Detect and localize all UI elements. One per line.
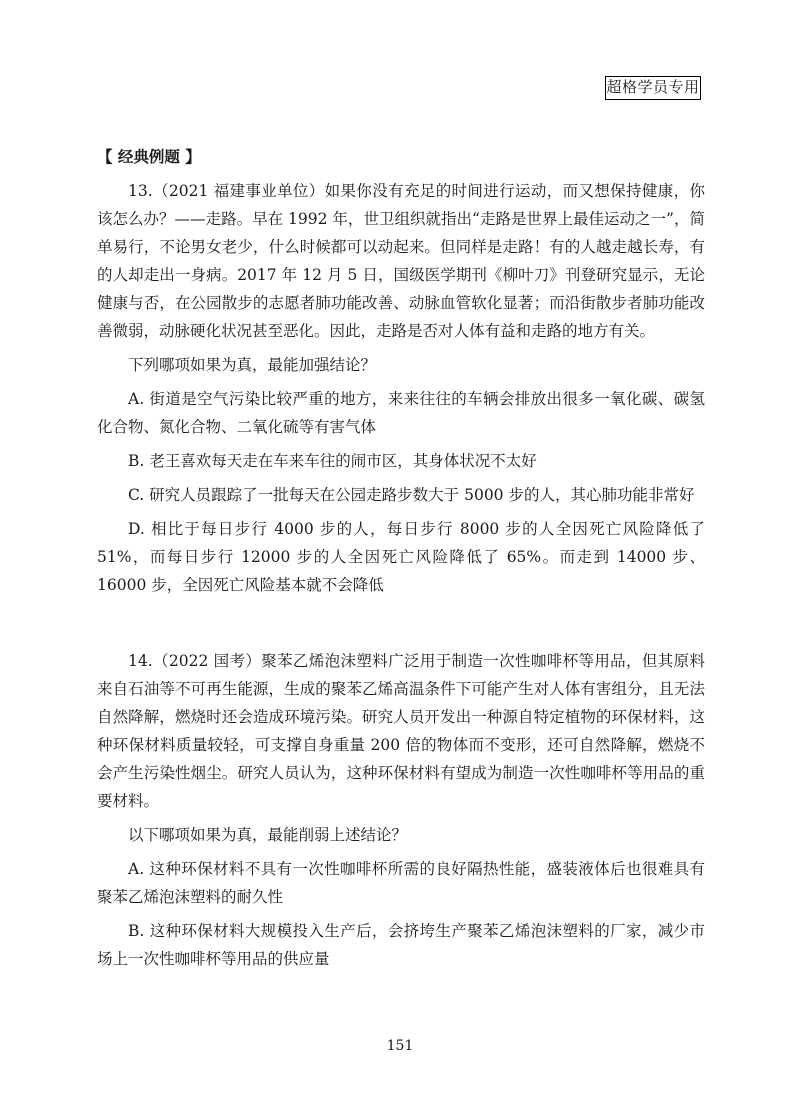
document-body xyxy=(97,143,705,979)
question-13-stem: 13.（2021 福建事业单位）如果你没有充足的时间进行运动，而又想保持健康，你该怎么办？——走路。早在 1992 年，世卫组织就指出“走路是世界上最佳运动之一”，简单易行，不论男女老少，什么时候都可以动起来。但同样是走路！有的人越走越长寿，有的人却走出一身病。2017 年 12 月 5 日，国级医学期刊《柳叶刀》刊登研究显示，无论健康与否，在公园散步的志愿者肺功能改善、动脉血管软化显著；而沿街散步者肺功能改善微弱，动脉硬化状况甚至恶化。因此，走路是否对人体有益和走路的地方有关。 xyxy=(97,182,705,340)
question-13-option-b: B. 老王喜欢每天走在车来车往的闹市区，其身体状况不太好 xyxy=(128,452,537,470)
question-spacer xyxy=(97,605,705,647)
question-13-option-c: C. 研究人员跟踪了一批每天在公园走路步数大于 5000 步的人，其心肺功能非常好 xyxy=(128,486,695,504)
page-number: 151 xyxy=(386,1038,414,1054)
question-13-option-d: D. 相比于每日步行 4000 步的人，每日步行 8000 步的人全因死亡风险降低了 51%，而每日步行 12000 步的人全因死亡风险降低了 65%。而走到 14000 步、16000 步，全因死亡风险基本就不会降低 xyxy=(97,520,705,594)
question-14-prompt: 以下哪项如果为真，最能削弱上述结论？ xyxy=(128,826,408,844)
section-title: 【 经典例题 】 xyxy=(97,147,201,166)
question-13-prompt: 下列哪项如果为真，最能加强结论？ xyxy=(128,356,377,374)
student-only-badge: 超格学员专用 xyxy=(605,76,701,100)
question-14-option-b: B. 这种环保材料大规模投入生产后，会挤垮生产聚苯乙烯泡沫塑料的厂家，减少市场上一次性咖啡杯等用品的供应量 xyxy=(97,922,705,968)
question-14-stem: 14.（2022 国考）聚苯乙烯泡沫塑料广泛用于制造一次性咖啡杯等用品，但其原料来自石油等不可再生能源，生成的聚苯乙烯高温条件下可能产生对人体有害组分，且无法自然降解，燃烧时还会造成环境污染。研究人员开发出一种源自特定植物的环保材料，这种环保材料质量较轻，可支撑自身重量 200 倍的物体而不变形，还可自然降解，燃烧不会产生污染性烟尘。研究人员认为，这种环保材料有望成为制造一次性咖啡杯等用品的重要材料。 xyxy=(97,652,705,810)
question-13-option-a: A. 街道是空气污染比较严重的地方，来来往往的车辆会排放出很多一氧化碳、碳氢化合物、氮化合物、二氧化硫等有害气体 xyxy=(97,390,705,436)
question-14-option-a: A. 这种环保材料不具有一次性咖啡杯所需的良好隔热性能，盛装液体后也很难具有聚苯乙烯泡沫塑料的耐久性 xyxy=(97,860,705,906)
